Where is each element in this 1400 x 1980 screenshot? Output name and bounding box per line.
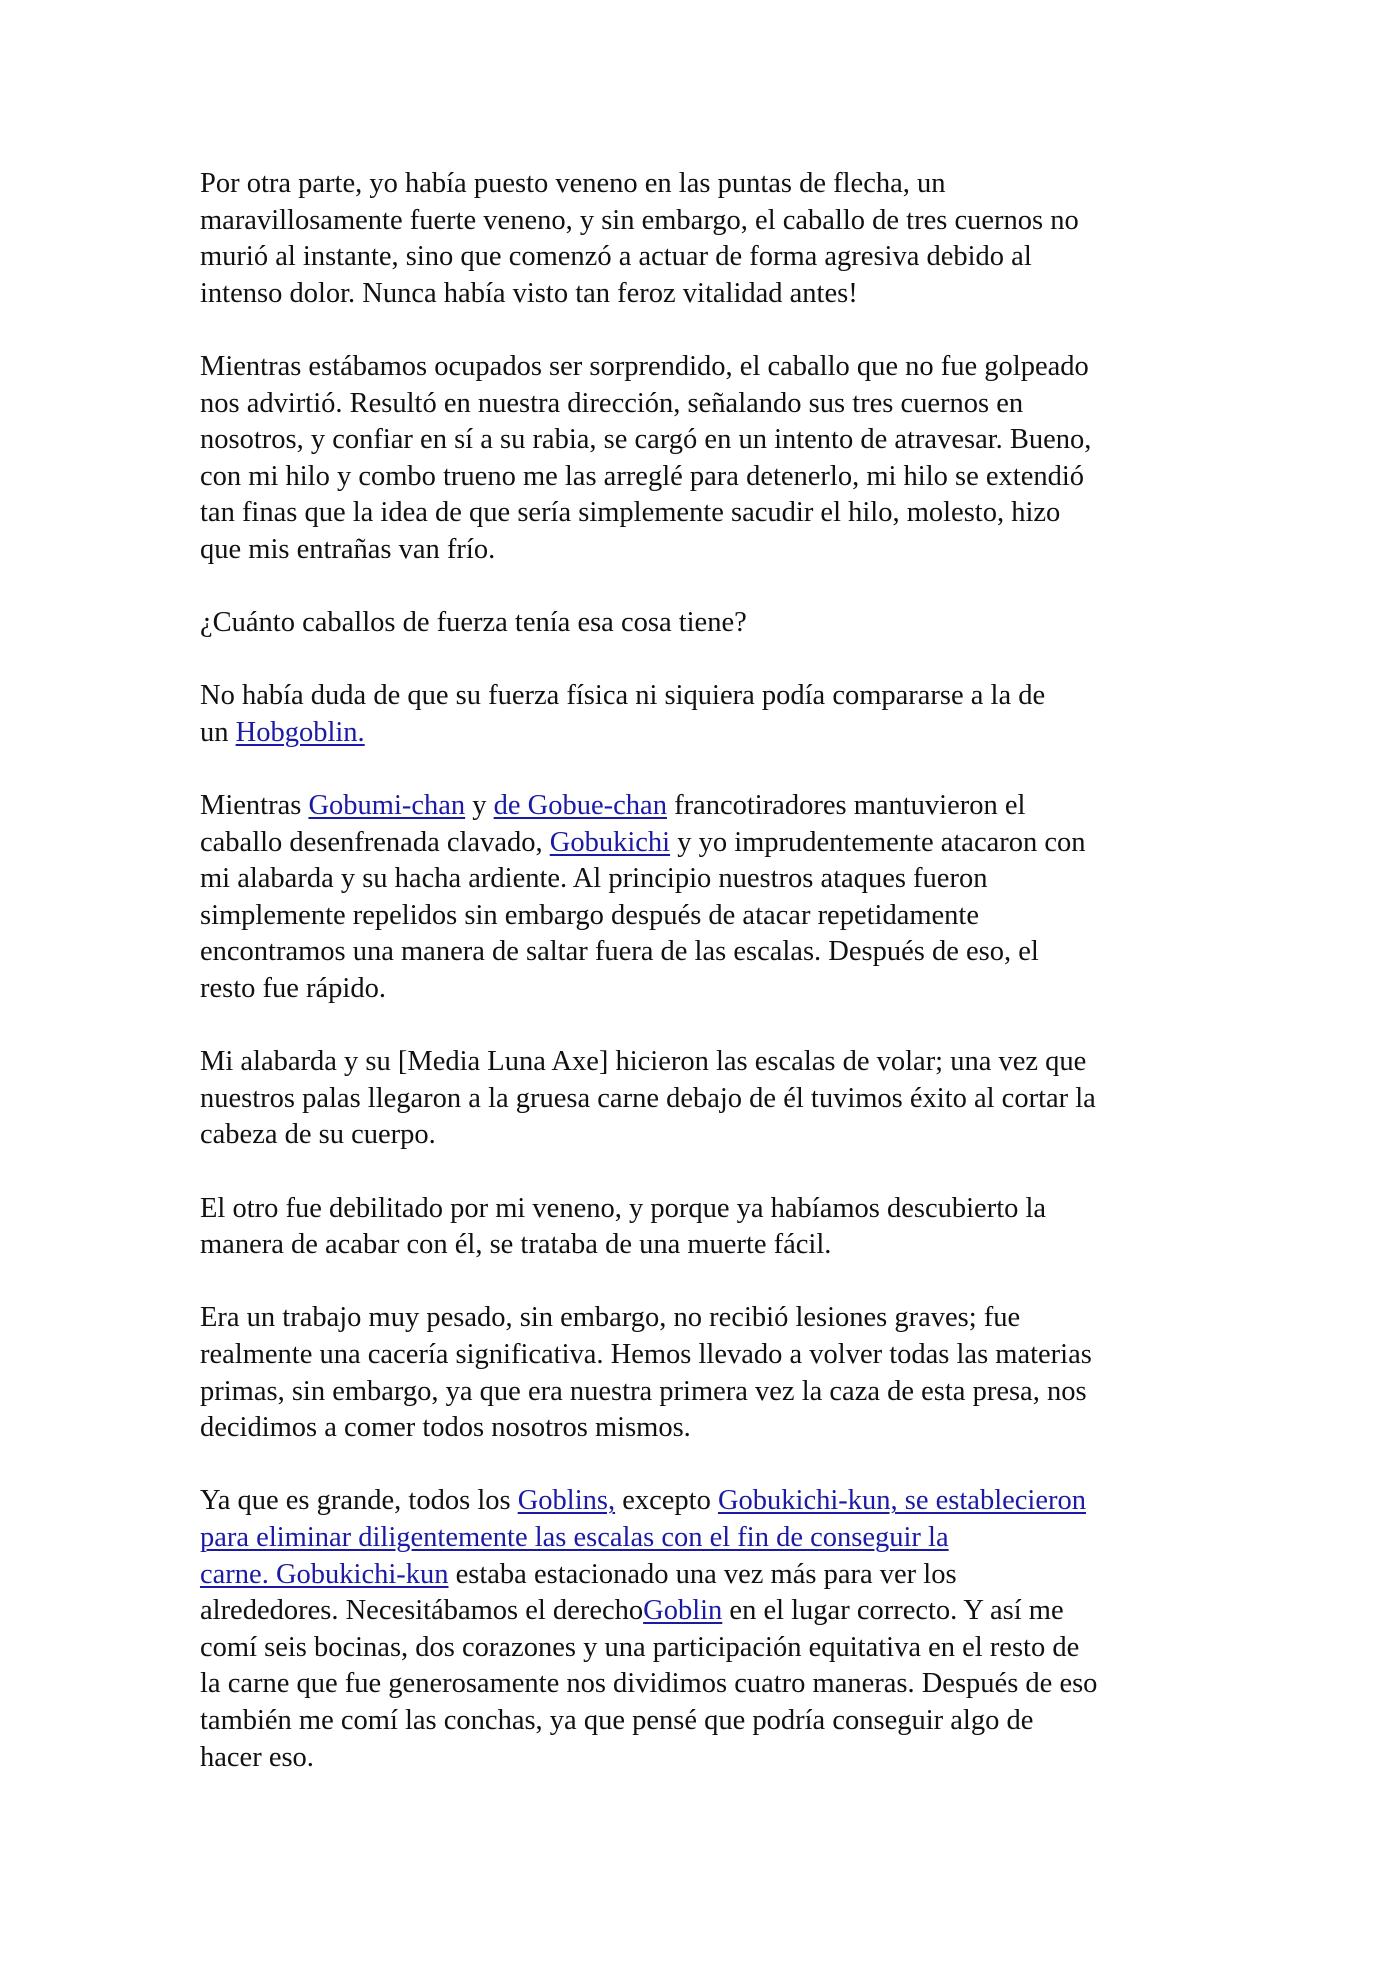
text-line — [200, 678, 1220, 715]
text-segment: ¿Cuánto caballos de fuerza tenía esa cosa tiene? — [200, 607, 747, 639]
text-segment: Mientras estábamos ocupados ser sorprendido, el caballo que no fue golpeado — [200, 350, 1089, 382]
text-segment: caballo desenfrenada clavado, — [200, 826, 550, 858]
text-line — [200, 386, 1220, 423]
text-segment: excepto — [615, 1485, 718, 1517]
text-segment: simplemente repelidos sin embargo después de atacar repetidamente — [200, 899, 979, 931]
text-line — [200, 166, 1220, 203]
text-line — [200, 422, 1220, 459]
text-link[interactable]: carne. Gobukichi-kun — [200, 1558, 449, 1590]
text-link[interactable]: Hobgoblin. — [235, 716, 365, 748]
text-line — [200, 1630, 1220, 1667]
text-link[interactable]: Gobukichi — [549, 826, 671, 858]
text-line — [200, 788, 1220, 825]
paragraph — [200, 605, 1220, 642]
text-line — [200, 1191, 1220, 1228]
text-line — [200, 459, 1220, 496]
paragraph — [200, 788, 1220, 1008]
text-segment: y — [465, 790, 494, 822]
paragraph — [200, 678, 1220, 751]
text-link[interactable]: Goblins, — [517, 1485, 616, 1517]
text-segment: comí seis bocinas, dos corazones y una participación equitativa en el resto de — [200, 1631, 1080, 1663]
text-segment: tan finas que la idea de que sería simplemente sacudir el hilo, molesto, hizo — [200, 497, 1061, 529]
text-line — [200, 1666, 1220, 1703]
text-line — [200, 1300, 1220, 1337]
text-segment: murió al instante, sino que comenzó a actuar de forma agresiva debido al — [200, 241, 1032, 273]
text-segment: un — [200, 716, 236, 748]
paragraph — [200, 1191, 1220, 1264]
text-segment: Por otra parte, yo había puesto veneno en las puntas de flecha, un — [200, 168, 946, 199]
text-line — [200, 1044, 1220, 1081]
text-segment: El otro fue debilitado por mi veneno, y porque ya habíamos descubierto la — [200, 1192, 1047, 1224]
text-segment: nuestros palas llegaron a la gruesa carne debajo de él tuvimos éxito al cortar la — [200, 1082, 1096, 1114]
paragraph — [200, 1044, 1220, 1154]
text-line — [200, 1740, 1220, 1777]
text-link[interactable]: de Gobue-chan — [493, 790, 667, 822]
text-line — [200, 532, 1220, 569]
text-link[interactable]: para eliminar diligentemente las escalas con el fin de conseguir la — [200, 1521, 949, 1553]
text-line — [200, 1410, 1220, 1447]
document-page — [200, 166, 1220, 1813]
text-line — [200, 861, 1220, 898]
text-segment: que mis entrañas van frío. — [200, 533, 496, 565]
text-segment: Era un trabajo muy pesado, sin embargo, no recibió lesiones graves; fue — [200, 1302, 1021, 1334]
text-segment: francotiradores mantuvieron el — [666, 790, 1026, 822]
text-segment: nos advirtió. Resultó en nuestra dirección, señalando sus tres cuernos en — [200, 387, 1024, 419]
text-segment: manera de acabar con él, se trataba de una muerte fácil. — [200, 1229, 832, 1261]
text-line — [200, 605, 1220, 642]
text-link[interactable]: Gobukichi-kun, se establecieron — [717, 1485, 1086, 1517]
paragraph — [200, 349, 1220, 569]
text-segment: intenso dolor. Nunca había visto tan feroz vitalidad antes! — [200, 277, 858, 309]
text-line — [200, 971, 1220, 1008]
text-segment: Mi alabarda y su [Media Luna Axe] hicieron las escalas de volar; una vez que — [200, 1046, 1087, 1078]
text-line — [200, 825, 1220, 862]
text-segment: encontramos una manera de saltar fuera de las escalas. Después de eso, el — [200, 936, 1039, 968]
text-line — [200, 495, 1220, 532]
text-segment: realmente una cacería significativa. Hemos llevado a volver todas las materias — [200, 1339, 1092, 1370]
paragraph — [200, 1483, 1220, 1776]
text-segment: cabeza de su cuerpo. — [200, 1119, 436, 1151]
text-line — [200, 276, 1220, 313]
text-segment: primas, sin embargo, ya que era nuestra primera vez la caza de esta presa, nos — [200, 1375, 1087, 1407]
text-line — [200, 1081, 1220, 1118]
text-segment: resto fue rápido. — [200, 973, 386, 1005]
text-segment: y yo imprudentemente atacaron con — [670, 826, 1086, 858]
text-line — [200, 239, 1220, 276]
text-link[interactable]: Gobumi-chan — [308, 790, 466, 822]
paragraph — [200, 1300, 1220, 1446]
text-line — [200, 1374, 1220, 1411]
text-line — [200, 203, 1220, 240]
text-segment: decidimos a comer todos nosotros mismos. — [200, 1412, 691, 1444]
text-segment: alrededores. Necesitábamos el derecho — [200, 1595, 644, 1627]
text-segment: con mi hilo y combo trueno me las arreglé para detenerlo, mi hilo se extendió — [200, 460, 1085, 492]
text-line — [200, 934, 1220, 971]
text-line — [200, 1593, 1220, 1630]
text-line — [200, 898, 1220, 935]
text-segment: Mientras — [200, 790, 309, 822]
text-line — [200, 715, 1220, 752]
text-segment: mi alabarda y su hacha ardiente. Al principio nuestros ataques fueron — [200, 863, 988, 895]
text-segment: Ya que es grande, todos los — [200, 1485, 518, 1517]
text-line — [200, 1557, 1220, 1594]
text-segment: estaba estacionado una vez más para ver los — [448, 1558, 957, 1590]
text-line — [200, 1227, 1220, 1264]
text-link[interactable]: Goblin — [643, 1595, 723, 1627]
text-line — [200, 1483, 1220, 1520]
text-line — [200, 349, 1220, 386]
text-segment: maravillosamente fuerte veneno, y sin embargo, el caballo de tres cuernos no — [200, 204, 1079, 236]
text-segment: en el lugar correcto. Y así me — [722, 1595, 1064, 1627]
text-segment: nosotros, y confiar en sí a su rabia, se cargó en un intento de atravesar. Bueno, — [200, 424, 1092, 456]
text-line — [200, 1337, 1220, 1374]
text-segment: también me comí las conchas, ya que pensé que podría conseguir algo de — [200, 1704, 1034, 1736]
paragraph — [200, 166, 1220, 312]
text-segment: la carne que fue generosamente nos dividimos cuatro maneras. Después de eso — [200, 1668, 1098, 1700]
text-line — [200, 1117, 1220, 1154]
text-line — [200, 1520, 1220, 1557]
text-segment: hacer eso. — [200, 1741, 314, 1773]
text-line — [200, 1703, 1220, 1740]
text-segment: No había duda de que su fuerza física ni siquiera podía compararse a la de — [200, 680, 1046, 712]
